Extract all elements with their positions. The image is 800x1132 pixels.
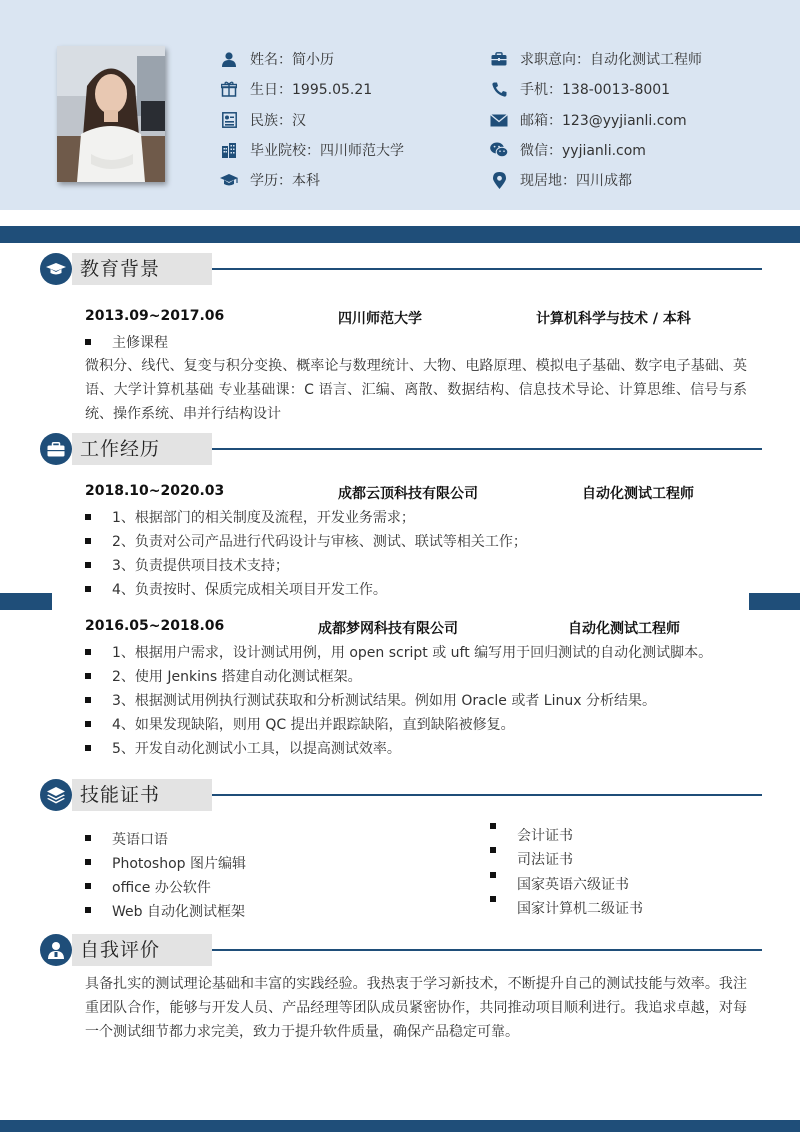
work-2-item: [85, 642, 712, 662]
bullet: [85, 514, 91, 520]
courses-label-item: [85, 332, 168, 352]
work-1-date: 2018.10~2020.03: [85, 483, 225, 499]
certificate-text: 国家英语六级证书: [517, 877, 629, 893]
location-text: 现居地：四川成都: [520, 173, 632, 189]
work-1-title: 自动化测试工程师: [582, 486, 694, 502]
top-divider-bar: [0, 226, 800, 243]
email-text: 邮箱：123@yyjianli.com: [520, 113, 687, 129]
work-2-title: 自动化测试工程师: [568, 621, 680, 637]
envelope-icon: [490, 111, 508, 129]
name-text: 姓名：简小历: [250, 52, 334, 68]
briefcase-icon: [490, 50, 508, 68]
bullet: [85, 907, 91, 913]
section-divider-line: [212, 949, 762, 951]
work-1-company: 成都云顶科技有限公司: [338, 486, 478, 502]
work-1-item: [85, 507, 415, 527]
phone-icon: [490, 80, 508, 98]
skill-text: office 办公软件: [112, 880, 211, 896]
location-pin-icon: [490, 171, 508, 189]
work-2-item-text: 4、如果发现缺陷，则用 QC 提出并跟踪缺陷，直到缺陷被修复。: [112, 717, 515, 733]
skill-text: Photoshop 图片编辑: [112, 856, 247, 872]
work-2-item: [85, 714, 515, 734]
info-phone: [490, 79, 670, 99]
briefcase-icon: [40, 433, 72, 465]
section-divider-line: [212, 448, 762, 450]
ethnicity-text: 民族：汉: [250, 113, 306, 129]
bullet: [85, 697, 91, 703]
id-card-icon: [220, 111, 238, 129]
bullet: [85, 339, 91, 345]
info-ethnicity: [220, 110, 306, 130]
certificate-text: 国家计算机二级证书: [517, 901, 643, 917]
courses-text: 微积分、线代、复变与积分变换、概率论与数理统计、大物、电路原理、模拟电子基础、数字电子基础、英语、大学计算机基础 专业基础课：C 语言、汇编、离散、数据结构、信息技术导论、计算思维、信号与系统、操作系统、串并行结构设计: [85, 358, 747, 422]
bullet: [490, 872, 496, 878]
skill-text: 英语口语: [112, 832, 168, 848]
profile-photo: [57, 46, 165, 182]
layers-icon: [40, 779, 72, 811]
skill-item: [85, 853, 246, 873]
certificate-item: [490, 898, 643, 918]
skill-item: [85, 901, 245, 921]
work-2-date: 2016.05~2018.06: [85, 618, 225, 634]
skill-item: [85, 829, 168, 849]
skill-text: Web 自动化测试框架: [112, 904, 245, 920]
school-text: 毕业院校：四川师范大学: [250, 143, 404, 159]
certificate-text: 司法证书: [517, 852, 573, 868]
bottom-bar: [0, 1120, 800, 1132]
work-1-item-text: 2、负责对公司产品进行代码设计与审核、测试、联试等相关工作；: [112, 534, 527, 550]
section-self-header: [40, 934, 762, 966]
info-degree: [220, 170, 320, 190]
self-evaluation-text: 具备扎实的测试理论基础和丰富的实践经验。我热衷于学习新技术，不断提升自己的测试技能与效率。我注重团队合作，能够与开发人员、产品经理等团队成员紧密协作，共同推动项目顺利进行。我追求卓越，对每一个测试细节都力求完美，致力于提升软件质量，确保产品稳定可靠。: [85, 976, 747, 1040]
graduation-cap-icon: [220, 171, 238, 189]
graduation-cap-icon: [40, 253, 72, 285]
bullet: [490, 847, 496, 853]
info-location: [490, 170, 632, 190]
work-1-item: [85, 579, 387, 599]
person-icon: [220, 50, 238, 68]
info-objective: [490, 49, 702, 69]
bullet: [490, 823, 496, 829]
work-1-item-text: 3、负责提供项目技术支持；: [112, 558, 289, 574]
section-work-header: [40, 433, 762, 465]
skill-item: [85, 877, 211, 897]
certificate-item: [490, 849, 573, 869]
work-1-item-text: 1、根据部门的相关制度及流程，开发业务需求；: [112, 510, 415, 526]
objective-text: 求职意向：自动化测试工程师: [520, 52, 702, 68]
bullet: [85, 745, 91, 751]
degree-text: 学历：本科: [250, 173, 320, 189]
wechat-icon: [490, 141, 508, 159]
user-badge-icon: [40, 934, 72, 966]
bullet: [85, 649, 91, 655]
education-major: 计算机科学与技术 / 本科: [536, 311, 691, 327]
section-divider-line: [212, 268, 762, 270]
building-icon: [220, 141, 238, 159]
info-birth: [220, 79, 372, 99]
work-2-item-text: 2、使用 Jenkins 搭建自动化测试框架。: [112, 669, 362, 685]
info-wechat: [490, 140, 646, 160]
section-skills-title: 技能证书: [72, 779, 212, 811]
education-school: 四川师范大学: [338, 311, 422, 327]
courses-label: 主修课程: [112, 335, 168, 351]
phone-text: 手机：138-0013-8001: [520, 82, 671, 98]
bullet: [85, 721, 91, 727]
gift-icon: [220, 80, 238, 98]
info-email: [490, 110, 687, 130]
work-2-company: 成都梦网科技有限公司: [318, 621, 458, 637]
section-education-header: [40, 253, 762, 285]
work-2-item: [85, 738, 401, 758]
info-name: [220, 49, 334, 69]
work-1-item: [85, 555, 289, 575]
certificate-item: [490, 825, 573, 845]
section-skills-header: [40, 779, 762, 811]
work-1-item-text: 4、负责按时、保质完成相关项目开发工作。: [112, 582, 387, 598]
education-date: 2013.09~2017.06: [85, 308, 225, 324]
bullet: [85, 586, 91, 592]
birth-text: 生日：1995.05.21: [250, 82, 373, 98]
right-side-tab: [749, 593, 800, 610]
work-2-item-text: 1、根据用户需求，设计测试用例，用 open script 或 uft 编写用于回归测试的自动化测试脚本。: [112, 645, 713, 661]
work-2-item: [85, 690, 656, 710]
wechat-text: 微信：yyjianli.com: [520, 143, 646, 159]
bullet: [85, 883, 91, 889]
bullet: [85, 538, 91, 544]
work-2-item-text: 5、开发自动化测试小工具，以提高测试效率。: [112, 741, 401, 757]
work-1-item: [85, 531, 527, 551]
bullet: [85, 835, 91, 841]
section-self-title: 自我评价: [72, 934, 212, 966]
info-school: [220, 140, 404, 160]
bullet: [85, 859, 91, 865]
bullet: [85, 673, 91, 679]
bullet: [490, 896, 496, 902]
left-side-tab: [0, 593, 52, 610]
section-work-title: 工作经历: [72, 433, 212, 465]
section-divider-line: [212, 794, 762, 796]
section-education-title: 教育背景: [72, 253, 212, 285]
certificate-text: 会计证书: [517, 828, 573, 844]
certificate-item: [490, 874, 629, 894]
work-2-item: [85, 666, 362, 686]
work-2-item-text: 3、根据测试用例执行测试获取和分析测试结果。例如用 Oracle 或者 Linux 分析结果。: [112, 693, 656, 709]
bullet: [85, 562, 91, 568]
